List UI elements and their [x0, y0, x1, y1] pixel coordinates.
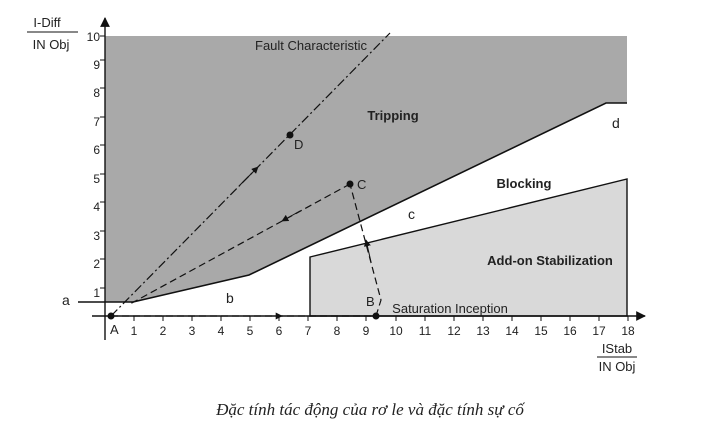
x-tick-label: 18: [621, 324, 635, 338]
x-tick-label: 13: [476, 324, 490, 338]
saturation-inception-label: Saturation Inception: [392, 301, 508, 316]
y-axis-title-bottom: IN Obj: [32, 37, 70, 52]
x-axis-ticks: [134, 316, 628, 321]
x-tick-label: 8: [333, 324, 341, 338]
x-tick-label: 10: [389, 324, 403, 338]
x-tick-label: 2: [159, 324, 167, 338]
point-b-marker: [373, 313, 380, 320]
segment-c-label: c: [408, 206, 415, 222]
segment-d-label: d: [612, 115, 620, 131]
fault-characteristic-label: Fault Characteristic: [255, 38, 367, 53]
blocking-region-label: Blocking: [496, 176, 552, 191]
x-axis-title-bottom: IN Obj: [598, 359, 636, 374]
point-a-label: A: [110, 322, 119, 337]
y-axis-tick-labels: [87, 30, 101, 300]
y-tick-label: 6: [93, 143, 100, 157]
x-tick-label: 12: [447, 324, 461, 338]
y-tick-label: 10: [86, 30, 100, 44]
y-axis-title-top: I-Diff: [33, 15, 61, 30]
point-c-marker: [347, 181, 354, 188]
y-tick-label: 1: [93, 286, 100, 300]
x-tick-label: 3: [188, 324, 196, 338]
y-tick-label: 2: [93, 257, 100, 271]
x-axis-title-top: IStab: [601, 341, 633, 356]
x-tick-label: 15: [534, 324, 548, 338]
y-tick-label: 3: [93, 229, 100, 243]
segment-b-label: b: [226, 290, 234, 306]
x-tick-label: 9: [362, 324, 370, 338]
x-axis-tick-labels: [131, 324, 635, 338]
point-a-marker: [108, 313, 115, 320]
point-d-label: D: [294, 137, 304, 152]
y-axis-ticks: [100, 36, 105, 288]
x-tick-label: 16: [563, 324, 577, 338]
point-b-label: B: [366, 294, 375, 309]
x-tick-label: 7: [304, 324, 312, 338]
y-tick-label: 8: [93, 86, 100, 100]
point-c-label: C: [357, 177, 367, 192]
x-tick-label: 1: [130, 324, 138, 338]
y-tick-label: 4: [93, 200, 100, 214]
y-tick-label: 9: [93, 58, 100, 72]
x-tick-label: 5: [246, 324, 254, 338]
x-tick-label: 6: [275, 324, 283, 338]
y-tick-label: 5: [93, 172, 100, 186]
x-tick-label: 14: [505, 324, 519, 338]
x-tick-label: 11: [418, 324, 432, 338]
add-on-stabilization-label: Add-on Stabilization: [487, 253, 613, 268]
tripping-region-label: Tripping: [367, 108, 419, 123]
y-tick-label: 7: [93, 115, 100, 129]
x-tick-label: 4: [217, 324, 225, 338]
x-tick-label: 17: [592, 324, 606, 338]
segment-a-label: a: [62, 292, 70, 308]
point-d-marker: [287, 132, 294, 139]
figure-caption: Đặc tính tác động của rơ le và đặc tính sự cố: [216, 400, 524, 419]
